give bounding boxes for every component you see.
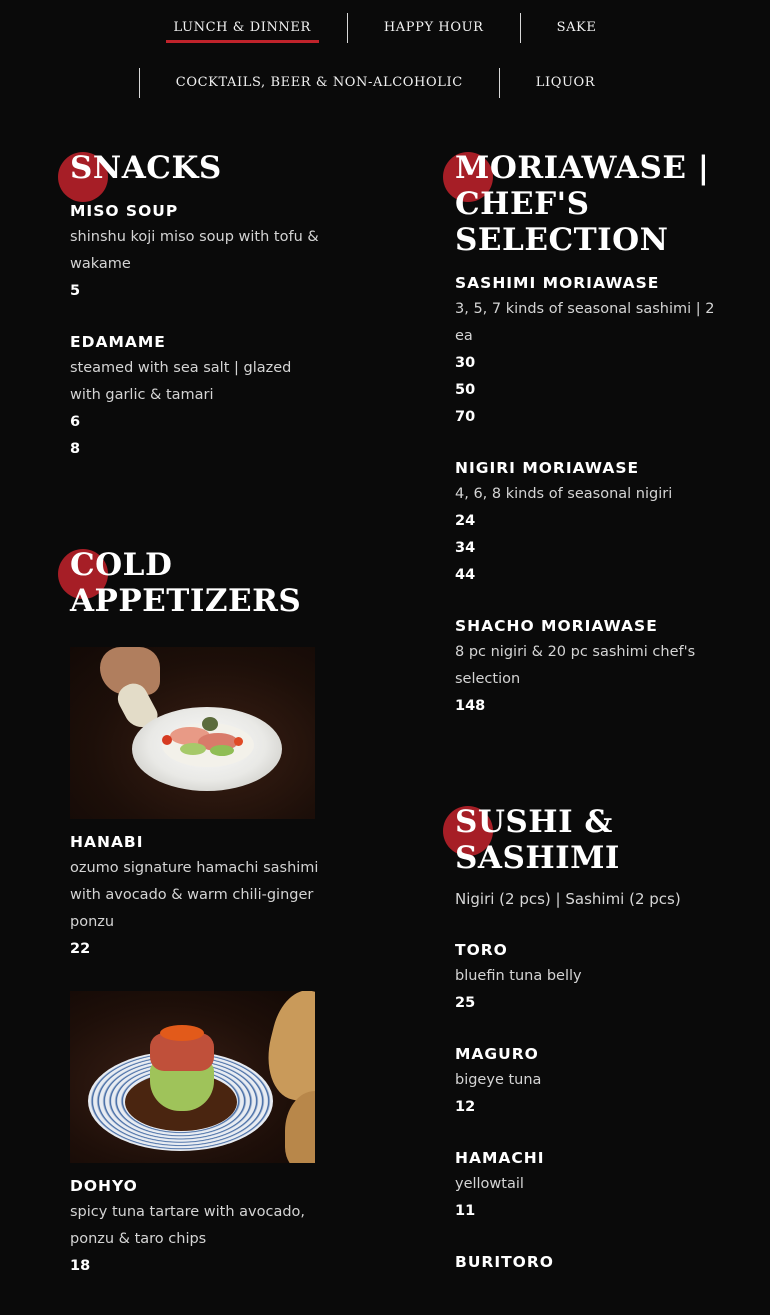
item-price: 8 xyxy=(70,441,81,457)
menu-item xyxy=(70,831,320,963)
item-description: 4, 6, 8 kinds of seasonal nigiri xyxy=(455,486,673,502)
item-price: 22 xyxy=(70,941,91,957)
menu-item xyxy=(455,615,715,720)
menu-item xyxy=(455,1043,715,1121)
left-column xyxy=(70,150,320,1280)
item-price: 24 xyxy=(455,513,476,529)
item-description: shinshu koji miso soup with tofu & wakame xyxy=(70,229,319,272)
item-price: 70 xyxy=(455,409,476,425)
section-title xyxy=(455,804,715,876)
menu-item xyxy=(455,457,715,589)
item-price: 5 xyxy=(70,283,81,299)
item-name: SASHIMI MORIAWASE xyxy=(455,274,660,292)
section-title xyxy=(455,150,715,258)
menu-item xyxy=(455,1147,715,1225)
tab-happy-hour[interactable]: HAPPY HOUR xyxy=(383,20,484,35)
section-title: SNACKS xyxy=(70,150,222,186)
item-description: spicy tuna tartare with avocado, ponzu & taro chips xyxy=(70,1204,306,1247)
item-name: MAGURO xyxy=(455,1045,539,1063)
section-title-line: SUSHI & xyxy=(455,804,613,840)
menu-item xyxy=(455,272,715,431)
item-price: 34 xyxy=(455,540,476,556)
section-note: Nigiri (2 pcs) | Sashimi (2 pcs) xyxy=(455,890,681,908)
menu-item xyxy=(455,939,715,1017)
menu-item xyxy=(70,1175,320,1280)
item-name: TORO xyxy=(455,941,508,959)
tab-sake[interactable]: SAKE xyxy=(556,20,597,35)
menu-item xyxy=(70,200,320,305)
tab-liquor[interactable]: LIQUOR xyxy=(535,75,596,90)
tab-lunch-dinner[interactable]: LUNCH & DINNER xyxy=(138,13,347,43)
item-price: 12 xyxy=(455,1099,476,1115)
item-name: BURITORO xyxy=(455,1253,554,1271)
item-name: EDAMAME xyxy=(70,333,166,351)
section-title-line: SASHIMI xyxy=(455,840,620,876)
item-price: 25 xyxy=(455,995,476,1011)
menu-tabs-row-1 xyxy=(0,13,770,43)
item-price: 44 xyxy=(455,567,476,583)
menu-item xyxy=(455,1251,715,1273)
section-title-line: CHEF'S xyxy=(455,186,590,222)
section-sushi-sashimi xyxy=(455,804,715,1273)
item-price: 18 xyxy=(70,1258,91,1274)
item-name: SHACHO MORIAWASE xyxy=(455,617,658,635)
item-name: HANABI xyxy=(70,833,144,851)
item-description: 3, 5, 7 kinds of seasonal sashimi | 2 ea xyxy=(455,301,715,344)
section-title-line: COLD xyxy=(70,547,173,583)
section-title-line: SELECTION xyxy=(455,222,669,258)
item-price: 11 xyxy=(455,1203,476,1219)
right-column xyxy=(455,150,715,1273)
item-description: bluefin tuna belly xyxy=(455,968,582,984)
item-name: DOHYO xyxy=(70,1177,138,1195)
section-title-line: MORIAWASE | xyxy=(455,150,710,186)
item-price: 6 xyxy=(70,414,81,430)
item-description: bigeye tuna xyxy=(455,1072,542,1088)
item-name: MISO SOUP xyxy=(70,202,179,220)
item-name: NIGIRI MORIAWASE xyxy=(455,459,640,477)
item-name: HAMACHI xyxy=(455,1149,545,1167)
item-description: 8 pc nigiri & 20 pc sashimi chef's selection xyxy=(455,644,696,687)
section-title-line: APPETIZERS xyxy=(70,583,302,619)
item-description: ozumo signature hamachi sashimi with avocado & warm chili-ginger ponzu xyxy=(70,860,319,930)
section-cold-appetizers xyxy=(70,547,320,1280)
item-description: steamed with sea salt | glazed with garlic & tamari xyxy=(70,360,292,403)
section-title xyxy=(70,547,320,619)
tab-cocktails-beer[interactable]: COCKTAILS, BEER & NON-ALCOHOLIC xyxy=(175,75,463,90)
item-price: 148 xyxy=(455,698,486,714)
hanabi-photo xyxy=(70,647,315,819)
item-description: yellowtail xyxy=(455,1176,524,1192)
dohyo-photo xyxy=(70,991,315,1163)
menu-item xyxy=(70,331,320,463)
item-price: 50 xyxy=(455,382,476,398)
item-price: 30 xyxy=(455,355,476,371)
section-moriawase xyxy=(455,150,715,720)
menu-tabs-row-2 xyxy=(0,68,770,98)
section-snacks xyxy=(70,150,320,463)
